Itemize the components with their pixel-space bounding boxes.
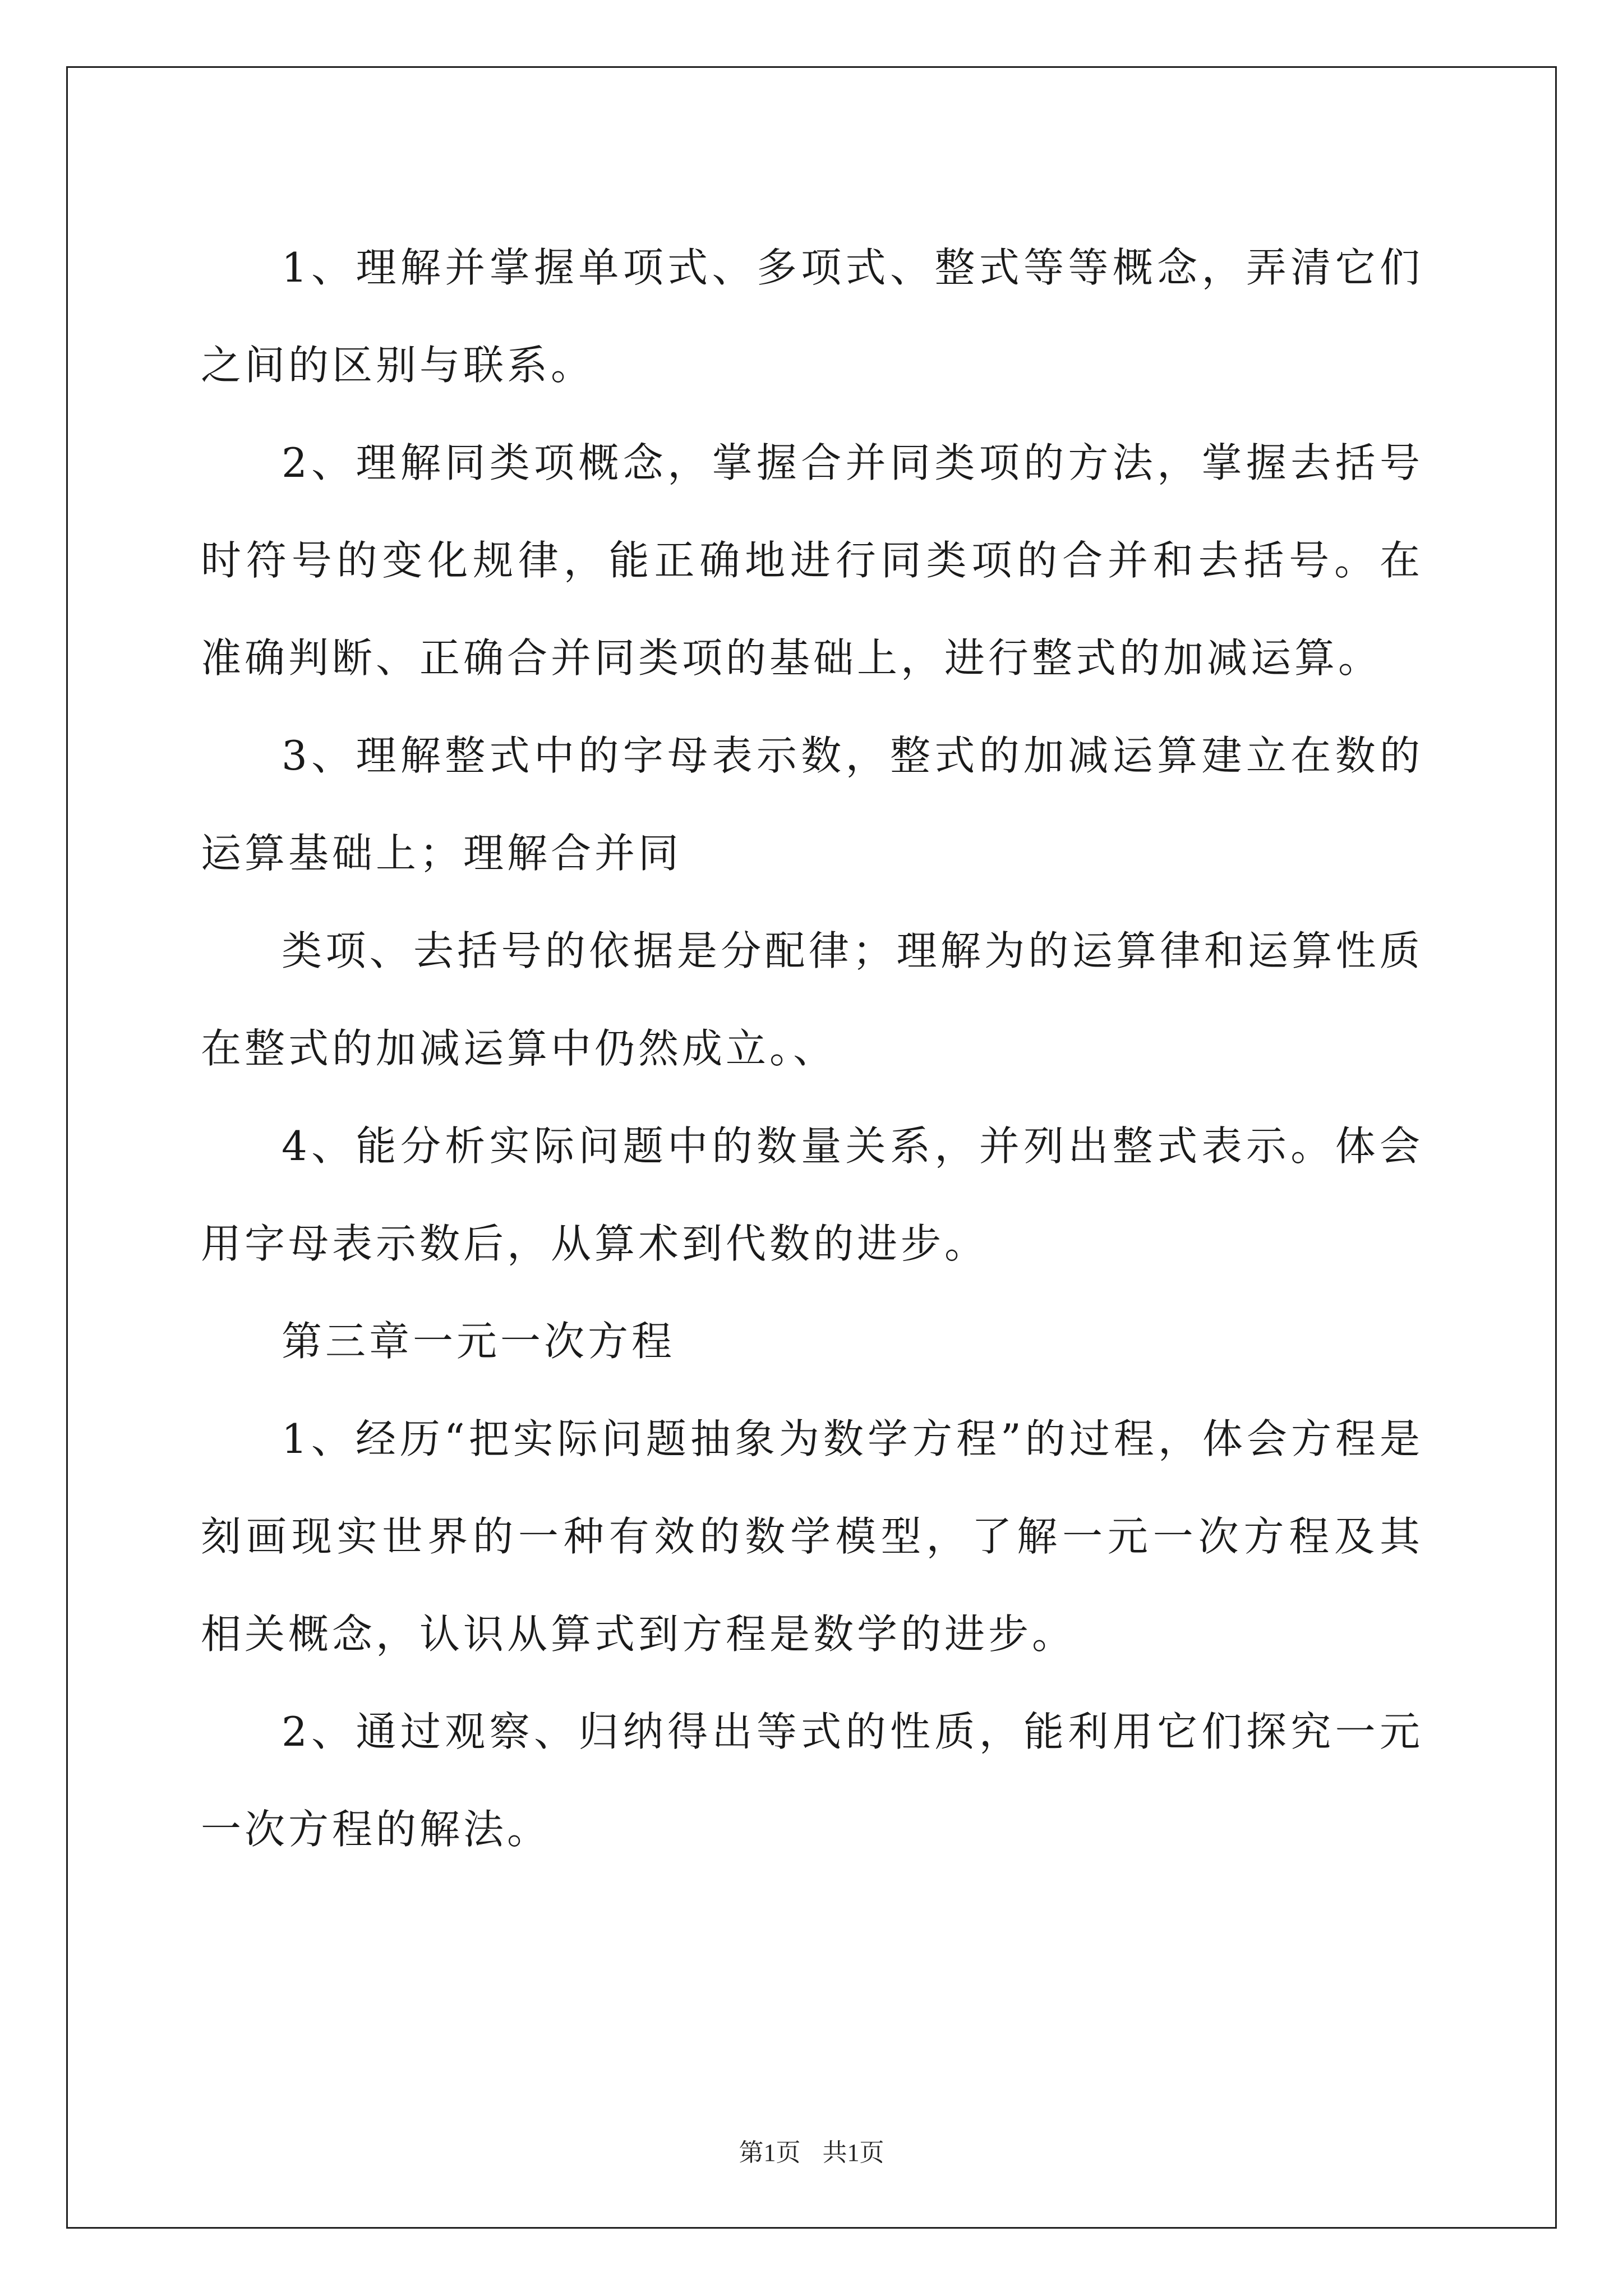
paragraph-4: 类项、去括号的依据是分配律；理解为的运算律和运算性质在整式的加减运算中仍然成立。、 xyxy=(201,927,1423,1072)
paragraph-3: 3、理解整式中的字母表示数，整式的加减运算建立在数的运算基础上；理解合并同 xyxy=(201,732,1423,877)
paragraph-7: 2、通过观察、归纳得出等式的性质，能利用它们探究一元一次方程的解法。 xyxy=(201,1708,1423,1853)
paragraph-5: 4、能分析实际问题中的数量关系，并列出整式表示。体会用字母表示数后，从算术到代数的进步。 xyxy=(201,1122,1423,1267)
page-footer xyxy=(0,2136,1623,2170)
document-body xyxy=(201,219,1423,1878)
page-total: 共1页 xyxy=(822,2139,884,2166)
page-number: 第1页 xyxy=(739,2139,801,2166)
chapter-heading: 第三章一元一次方程 xyxy=(282,1318,676,1365)
paragraph-6: 1、经历“把实际问题抽象为数学方程”的过程，体会方程是刻画现实世界的一种有效的数学模型，了解一元一次方程及其相关概念，认识从算式到方程是数学的进步。 xyxy=(201,1415,1423,1658)
paragraph-2: 2、理解同类项概念，掌握合并同类项的方法，掌握去括号时符号的变化规律，能正确地进行同类项的合并和去括号。在准确判断、正确合并同类项的基础上，进行整式的加减运算。 xyxy=(201,439,1423,682)
paragraph-1: 1、理解并掌握单项式、多项式、整式等等概念，弄清它们之间的区别与联系。 xyxy=(201,244,1423,389)
